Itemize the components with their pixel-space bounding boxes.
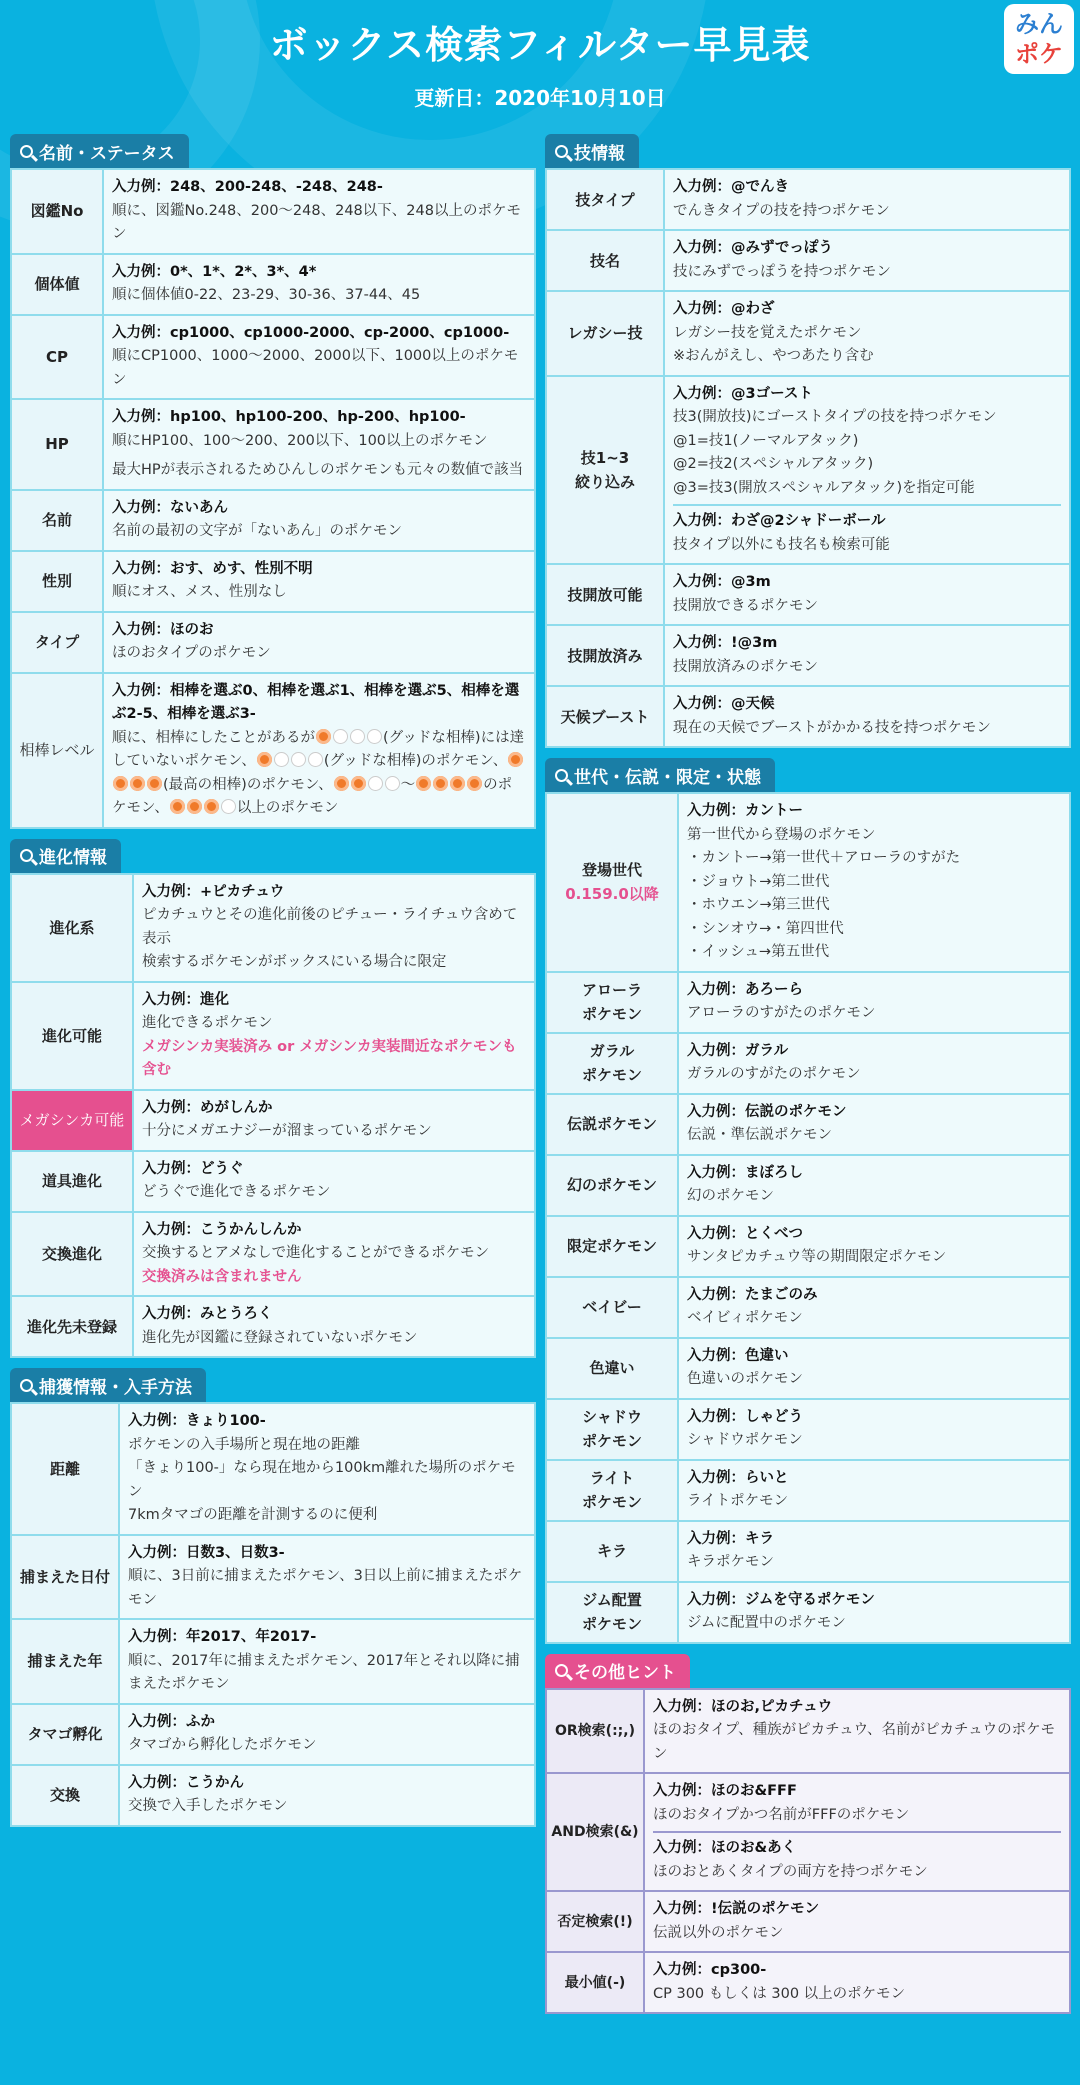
- heart-icon: [113, 776, 128, 791]
- table-row: HP 入力例：hp100、hp100-200、hp-200、hp100- 順にHP100、100〜200、200以下、100以上のポケモン 最大HPが表示されるためひんしのポケモンも元々の数値で該当: [12, 400, 534, 491]
- table-row: 捕まえた年 入力例：年2017、年2017- 順に、2017年に捕まえたポケモン、2017年とそれ以降に捕まえたポケモン: [12, 1620, 534, 1705]
- table-row: 登場世代 0.159.0以降 入力例：カントー 第一世代から登場のポケモン ・カントー→第一世代＋アローラのすがた ・ジョウト→第二世代 ・ホウエン→第三世代 ・シンオウ→・第四世代 ・イッシュ→第五世代: [547, 794, 1069, 973]
- table-row: 色違い 入力例：色違い 色違いのポケモン: [547, 1339, 1069, 1400]
- section-other-hints: [545, 1654, 1071, 2015]
- search-icon: [555, 769, 568, 782]
- table-row: 性別 入力例：おす、めす、性別不明 順にオス、メス、性別なし: [12, 552, 534, 613]
- heart-icon: [416, 776, 431, 791]
- heart-icon: [334, 776, 349, 791]
- heart-empty-icon: [308, 752, 323, 767]
- row-label: 道具進化: [12, 1152, 134, 1211]
- table-row: メガシンカ可能 入力例：めがしんか 十分にメガエナジーが溜まっているポケモン: [12, 1091, 534, 1152]
- row-label: ガラル ポケモン: [547, 1034, 679, 1093]
- section-moves: [545, 134, 1071, 748]
- row-label: タイプ: [12, 613, 104, 672]
- row-label: 捕まえた年: [12, 1620, 120, 1703]
- table-row: 名前 入力例：ないあん 名前の最初の文字が「ないあん」のポケモン: [12, 491, 534, 552]
- section-header: 進化情報: [10, 839, 121, 873]
- heart-icon: [170, 799, 185, 814]
- row-label: 登場世代 0.159.0以降: [547, 794, 679, 971]
- row-label: 個体値: [12, 255, 104, 314]
- section-header: その他ヒント: [545, 1654, 690, 1688]
- row-label: ベイビー: [547, 1278, 679, 1337]
- logo: みん ポケ: [1004, 4, 1074, 74]
- table-row: 技名 入力例：@みずでっぽう 技にみずでっぽうを持つポケモン: [547, 231, 1069, 292]
- search-icon: [20, 145, 33, 158]
- heart-icon: [204, 799, 219, 814]
- table-row: AND検索(&) 入力例：ほのお&FFF ほのおタイプかつ名前がFFFのポケモン 入力例：ほのお&あく ほのおとあくタイプの両方を持つポケモン: [547, 1774, 1069, 1892]
- row-label: 否定検索(!): [547, 1892, 645, 1951]
- row-label: CP: [12, 316, 104, 399]
- row-label: 性別: [12, 552, 104, 611]
- section-generation: [545, 758, 1071, 1644]
- row-label: 色違い: [547, 1339, 679, 1398]
- row-label: 交換進化: [12, 1213, 134, 1296]
- table: [10, 168, 536, 829]
- row-label: 相棒レベル: [12, 674, 104, 827]
- heart-empty-icon: [274, 752, 289, 767]
- table-row: ライト ポケモン 入力例：らいと ライトポケモン: [547, 1461, 1069, 1522]
- heart-icon: [508, 752, 523, 767]
- row-label: 幻のポケモン: [547, 1156, 679, 1215]
- section-evolution: [10, 839, 536, 1359]
- table-row: ジム配置 ポケモン 入力例：ジムを守るポケモン ジムに配置中のポケモン: [547, 1583, 1069, 1642]
- row-label: レガシー技: [547, 292, 665, 375]
- table-row: 交換 入力例：こうかん 交換で入手したポケモン: [12, 1766, 534, 1825]
- row-label: AND検索(&): [547, 1774, 645, 1890]
- left-column: [10, 134, 536, 1837]
- row-label: キラ: [547, 1522, 679, 1581]
- table-row: 個体値 入力例：0*、1*、2*、3*、4* 順に個体値0-22、23-29、30-36、37-44、45: [12, 255, 534, 316]
- row-label: 図鑑No: [12, 170, 104, 253]
- section-capture: [10, 1368, 536, 1827]
- row-label: 捕まえた日付: [12, 1536, 120, 1619]
- heart-empty-icon: [350, 729, 365, 744]
- heart-icon: [351, 776, 366, 791]
- heart-icon: [450, 776, 465, 791]
- heart-icon: [147, 776, 162, 791]
- heart-empty-icon: [333, 729, 348, 744]
- row-label: 天候ブースト: [547, 687, 665, 746]
- row-label: 進化先未登録: [12, 1297, 134, 1356]
- row-label: タマゴ孵化: [12, 1705, 120, 1764]
- row-label: 限定ポケモン: [547, 1217, 679, 1276]
- row-label: 最小値(-): [547, 1953, 645, 2012]
- table-row: CP 入力例：cp1000、cp1000-2000、cp-2000、cp1000- 順にCP1000、1000〜2000、2000以下、1000以上のポケモン: [12, 316, 534, 401]
- right-column: [545, 134, 1071, 2024]
- table-row: 進化可能 入力例：進化 進化できるポケモン メガシンカ実装済み or メガシンカ実装間近なポケモンも含む: [12, 983, 534, 1091]
- heart-empty-icon: [368, 776, 383, 791]
- table-row: 道具進化 入力例：どうぐ どうぐで進化できるポケモン: [12, 1152, 534, 1213]
- row-label: 距離: [12, 1404, 120, 1534]
- table-row: 天候ブースト 入力例：@天候 現在の天候でブーストがかかる技を持つポケモン: [547, 687, 1069, 746]
- table-row: 捕まえた日付 入力例：日数3、日数3- 順に、3日前に捕まえたポケモン、3日以上前に捕まえたポケモン: [12, 1536, 534, 1621]
- table-row: 相棒レベル 入力例：相棒を選ぶ0、相棒を選ぶ1、相棒を選ぶ5、相棒を選ぶ2-5、相棒を選ぶ3- 順に、相棒にしたことがあるが (グッドな相棒)には達していないポケモン、 (グッドな相棒)のポケモン、(最高の相棒)のポケモン、 〜 のポケモン、 以上のポケモン: [12, 674, 534, 827]
- table-row: アローラ ポケモン 入力例：あろーら アローラのすがたのポケモン: [547, 973, 1069, 1034]
- table-row: 進化先未登録 入力例：みとうろく 進化先が図鑑に登録されていないポケモン: [12, 1297, 534, 1356]
- table-row: 伝説ポケモン 入力例：伝説のポケモン 伝説・準伝説ポケモン: [547, 1095, 1069, 1156]
- search-icon: [555, 1664, 568, 1677]
- heart-icon: [467, 776, 482, 791]
- row-label: シャドウ ポケモン: [547, 1400, 679, 1459]
- table-row: 否定検索(!) 入力例：!伝説のポケモン 伝説以外のポケモン: [547, 1892, 1069, 1953]
- search-icon: [20, 849, 33, 862]
- row-label: 交換: [12, 1766, 120, 1825]
- table-row: ベイビー 入力例：たまごのみ ベイビィポケモン: [547, 1278, 1069, 1339]
- table-row: 幻のポケモン 入力例：まぼろし 幻のポケモン: [547, 1156, 1069, 1217]
- row-label: 技タイプ: [547, 170, 665, 229]
- page-title: ボックス検索フィルター早見表: [269, 23, 811, 67]
- table: [545, 1688, 1071, 2015]
- table-row: レガシー技 入力例：@わざ レガシー技を覚えたポケモン ※おんがえし、やつあたり含む: [547, 292, 1069, 377]
- table-row: 技開放済み 入力例：!@3m 技開放済みのポケモン: [547, 626, 1069, 687]
- row-label: 技1~3 絞り込み: [547, 377, 665, 564]
- table-row: キラ 入力例：キラ キラポケモン: [547, 1522, 1069, 1583]
- table-row: 最小値(-) 入力例：cp300- CP 300 もしくは 300 以上のポケモン: [547, 1953, 1069, 2012]
- row-label: ジム配置 ポケモン: [547, 1583, 679, 1642]
- search-icon: [20, 1379, 33, 1392]
- table-row: 交換進化 入力例：こうかんしんか 交換するとアメなしで進化することができるポケモン 交換済みは含まれません: [12, 1213, 534, 1298]
- row-label: 技開放可能: [547, 565, 665, 624]
- heart-icon: [257, 752, 272, 767]
- row-label: 技名: [547, 231, 665, 290]
- row-label: 伝説ポケモン: [547, 1095, 679, 1154]
- section-header: 世代・伝説・限定・状態: [545, 758, 775, 792]
- heart-empty-icon: [367, 729, 382, 744]
- table: [545, 792, 1071, 1644]
- row-label: メガシンカ可能: [12, 1091, 134, 1150]
- heart-icon: [316, 729, 331, 744]
- table: [545, 168, 1071, 748]
- row-label: 名前: [12, 491, 104, 550]
- table-row: 限定ポケモン 入力例：とくべつ サンタピカチュウ等の期間限定ポケモン: [547, 1217, 1069, 1278]
- section-header: 名前・ステータス: [10, 134, 189, 168]
- heart-icon: [130, 776, 145, 791]
- table-row: 図鑑No 入力例：248、200-248、-248、248- 順に、図鑑No.248、200〜248、248以下、248以上のポケモン: [12, 170, 534, 255]
- section-header: 捕獲情報・入手方法: [10, 1368, 206, 1402]
- table-row: 距離 入力例：きょり100- ポケモンの入手場所と現在地の距離 「きょり100-」なら現在地から100km離れた場所のポケモン 7kmタマゴの距離を計測するのに便利: [12, 1404, 534, 1536]
- row-label: HP: [12, 400, 104, 489]
- section-header: 技情報: [545, 134, 639, 168]
- table-row: 技開放可能 入力例：@3m 技開放できるポケモン: [547, 565, 1069, 626]
- row-label: 技開放済み: [547, 626, 665, 685]
- table: [10, 1402, 536, 1827]
- row-label: OR検索(:;,): [547, 1690, 645, 1773]
- table-row: 技タイプ 入力例：@でんき でんきタイプの技を持つポケモン: [547, 170, 1069, 231]
- row-label: アローラ ポケモン: [547, 973, 679, 1032]
- updated-date: 更新日：2020年10月10日: [414, 86, 666, 110]
- search-icon: [555, 145, 568, 158]
- row-label: 進化系: [12, 875, 134, 981]
- table-row: OR検索(:;,) 入力例：ほのお,ピカチュウ ほのおタイプ、種族がピカチュウ、名前がピカチュウのポケモン: [547, 1690, 1069, 1775]
- table-row: ガラル ポケモン 入力例：ガラル ガラルのすがたのポケモン: [547, 1034, 1069, 1095]
- section-name-status: [10, 134, 536, 829]
- table-row: タマゴ孵化 入力例：ふか タマゴから孵化したポケモン: [12, 1705, 534, 1766]
- heart-icon: [187, 799, 202, 814]
- table-row: 進化系 入力例：+ピカチュウ ピカチュウとその進化前後のピチュー・ライチュウ含めて表示 検索するポケモンがボックスにいる場合に限定: [12, 875, 534, 983]
- table-row: シャドウ ポケモン 入力例：しゃどう シャドウポケモン: [547, 1400, 1069, 1461]
- heart-empty-icon: [221, 799, 236, 814]
- table-row: タイプ 入力例：ほのお ほのおタイプのポケモン: [12, 613, 534, 674]
- table: [10, 873, 536, 1359]
- heart-empty-icon: [291, 752, 306, 767]
- heart-icon: [433, 776, 448, 791]
- row-label: 進化可能: [12, 983, 134, 1089]
- row-label: ライト ポケモン: [547, 1461, 679, 1520]
- heart-empty-icon: [385, 776, 400, 791]
- table-row: 技1~3 絞り込み 入力例：@3ゴースト 技3(開放技)にゴーストタイプの技を持つポケモン @1=技1(ノーマルアタック) @2=技2(スペシャルアタック) @3=技3(開放スペシャルアタック)を指定可能 入力例：わざ@2シャドーボール 技タイプ以外にも技名も検索可能: [547, 377, 1069, 566]
